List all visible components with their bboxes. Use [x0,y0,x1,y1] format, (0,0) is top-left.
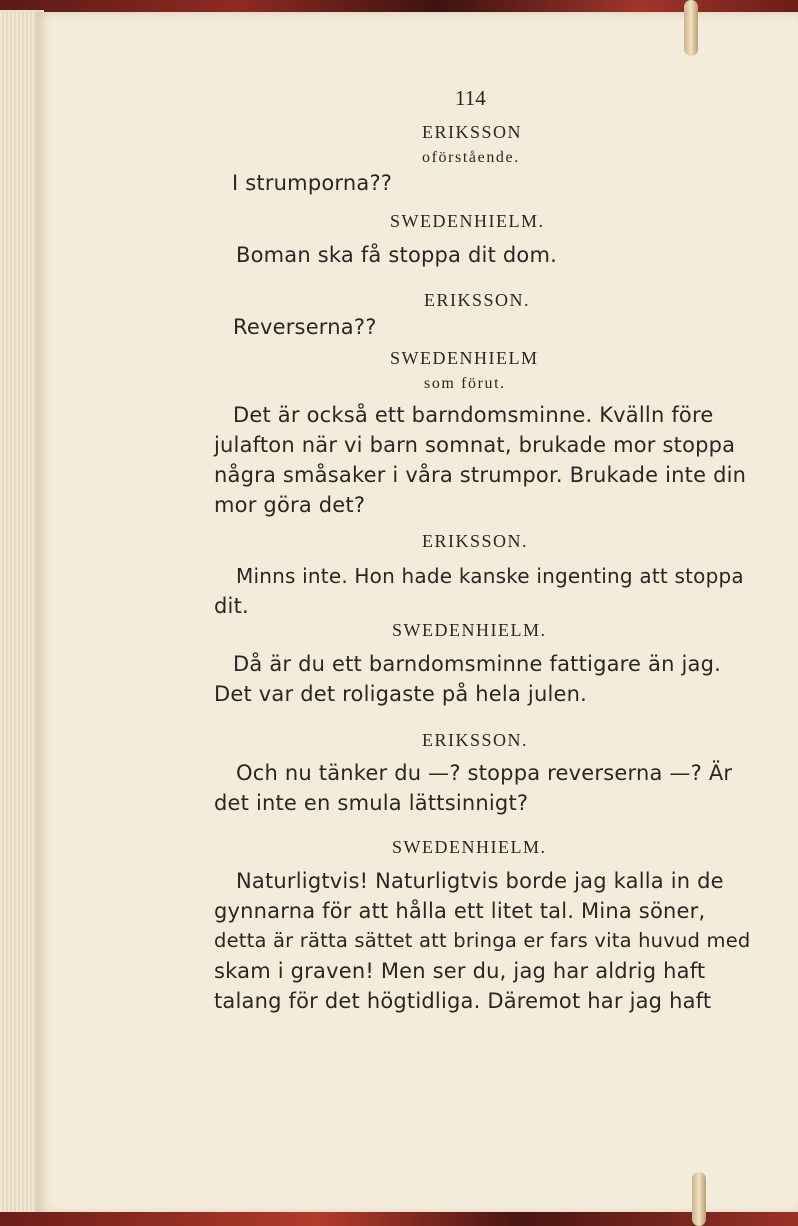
text-line: Det var det roligaste på hela julen. [214,682,587,706]
speaker-name: SWEDENHIELM. [390,211,545,231]
speaker-name: SWEDENHIELM. [392,620,547,640]
text-line: Då är du ett barndomsminne fattigare än jag. [233,652,722,676]
stage-direction: oförstående. [422,149,520,166]
text-line: I strumporna?? [232,171,393,195]
text-line: det inte en smula lättsinnigt? [214,791,529,815]
speaker-name: ERIKSSON [422,122,523,142]
text-line: detta är rätta sättet att bringa er fars vita huvud med [214,929,751,952]
text-line: mor göra det? [214,493,366,517]
text-line: Boman ska få stoppa dit dom. [236,243,557,267]
speaker-name: ERIKSSON. [422,531,529,551]
book-page [36,12,798,1214]
text-line: Det är också ett barndomsminne. Kvälln före [233,403,714,427]
text-line: gynnarna för att hålla ett litet tal. Mina söner, [214,899,706,923]
speaker-name: ERIKSSON. [422,730,529,750]
text-line: talang för det högtidliga. Däremot har jag haft [214,989,712,1013]
book-cover-bottom [0,1212,798,1226]
speaker-name: SWEDENHIELM [390,348,539,368]
text-line: Naturligtvis! Naturligtvis borde jag kalla in de [236,869,724,893]
text-line: Reverserna?? [233,315,377,339]
stage-direction: som förut. [424,375,506,392]
page-number: 114 [455,86,486,110]
speaker-name: ERIKSSON. [424,290,531,310]
text-line: Och nu tänker du —? stoppa reverserna —? Är [236,761,733,785]
text-line: skam i graven! Men ser du, jag har aldrig haft [214,959,706,983]
text-line: några småsaker i våra strumpor. Brukade inte din [214,463,747,487]
speaker-name: SWEDENHIELM. [392,837,547,857]
text-line: julafton när vi barn somnat, brukade mor stoppa [214,433,736,457]
text-line: dit. [214,594,249,618]
text-line: Minns inte. Hon hade kanske ingenting att stoppa [236,564,744,588]
bookmark-ribbon-bottom [692,1172,706,1226]
bookmark-ribbon-top [684,0,698,56]
